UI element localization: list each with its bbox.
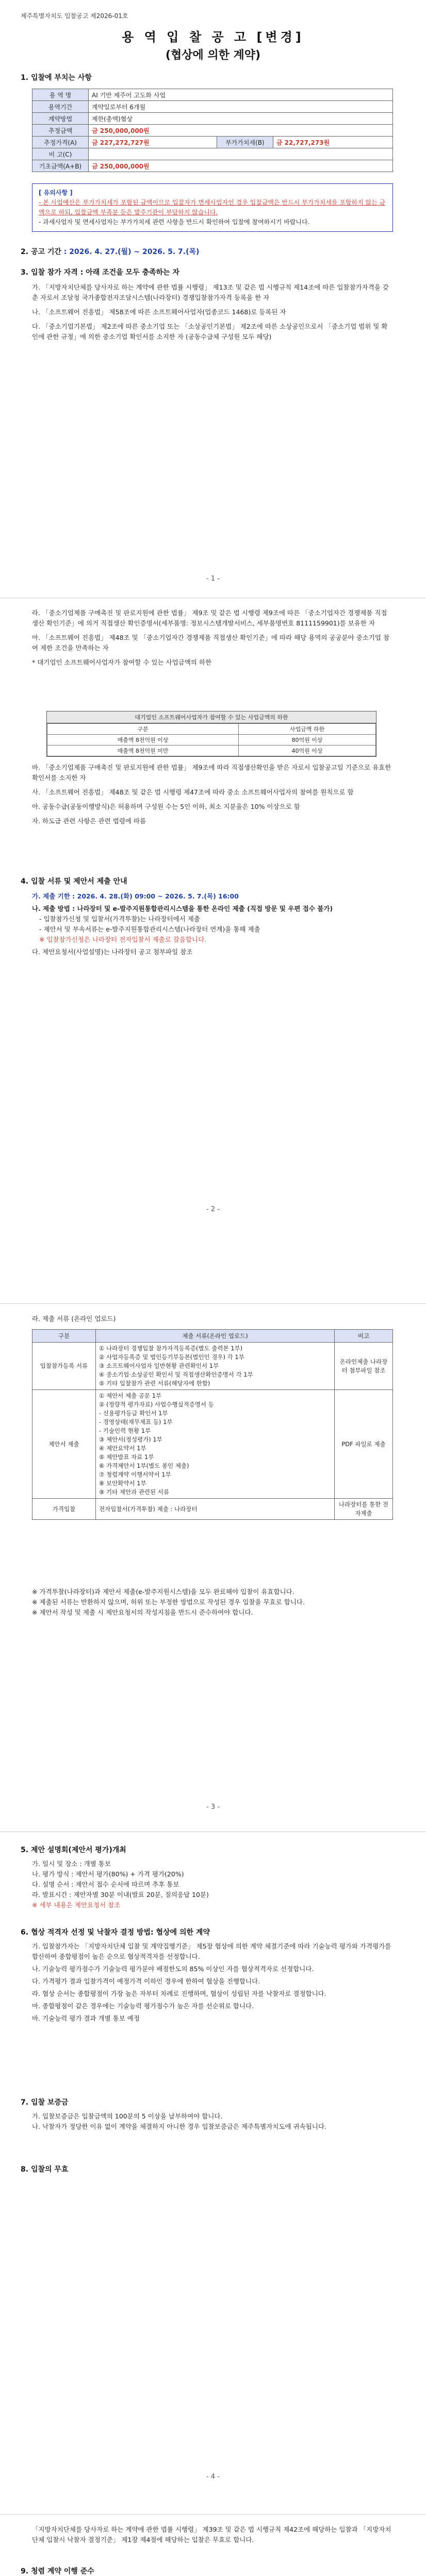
list-item: 마. 「소프트웨어 진흥법」 제48조 및 「중소기업자간 경쟁제품 직접생산 확인기준」에 따라 해당 용역의 공공분야 중소기업 참여 제한 조건을 만족하는 자 [32,634,390,652]
limit-table-box [46,711,376,757]
list-item: ⑥ 가격제안서 1부(별도 봉인 제출) [99,1462,189,1469]
notice-line: - 과세사업자 및 면세사업자는 부가가치세 관련 사항을 반드시 확인하여 입찰에 참여하시기 바랍니다. [39,218,310,226]
page-number: - 3 - [206,1803,220,1811]
section-7-heading [21,2097,68,2107]
section-title: 제안 설명회(제안서 평가)개최 [30,1846,126,1854]
table-header-cell: 추정가격(A) [32,137,89,148]
submission-documents-table [32,1329,393,1520]
section-title: 입찰 서류 및 제안서 제출 안내 [30,877,127,886]
section-3-heading [21,267,179,277]
list-item: 바. 기술능력 평가 결과 개별 통보 예정 [32,2014,140,2022]
docs-title: 라. 제출 서류 (온라인 업로드) [32,1315,116,1323]
section-title: 입찰 참가 자격 : 아래 조건을 모두 충족하는 자 [30,268,179,277]
section-5-heading [21,1844,126,1855]
list-item: ③ 소프트웨어사업자 일반현황 관련확인서 1부 [99,1362,219,1369]
list-item: 가. 입찰참가자는 「지방자치단체 입찰 및 계약집행기준」 제5장 협상에 의한 계약 체결기준에 따라 기술능력 평가와 가격평가를 합산하여 종합평점이 높은 순으로 협상적격자를 선정합니다. [32,1942,391,1960]
list-item: 가. 「지방자치단체를 당사자로 하는 계약에 관한 법률 시행령」 제13조 및 같은 법 시행규칙 제14조에 따른 입찰참가자격을 갖춘 자로서 조달청 국가종합전자조달시스템(나라장터) 경쟁입찰참가자격 등록을 한 자 [32,283,389,301]
table-cell: 매출액 8천억원 미만 [47,745,239,756]
table-cell: PDF 파일로 제출 [335,1390,393,1499]
list-item: 라. 「중소기업제품 구매촉진 및 판로지원에 관한 법률」 제9조 및 같은 법 시행령 제9조에 따른 「중소기업자간 경쟁제품 직접생산 확인기준」에 의거 직접생산 확인증명서(세부품명: 정보시스템개발서비스, 세부품명번호 8111159901)를 보유한 자 [32,609,387,627]
section-2-heading [21,246,199,257]
section-number: 4. [21,877,29,886]
table-row [32,1499,393,1520]
section-number: 8. [21,2165,29,2174]
table-row [32,1390,393,1499]
list-item: 다. 설명 순서 : 제안서 접수 순서에 따르며 추후 통보 [32,1880,179,1888]
list-item: 사. 「소프트웨어 진흥법」 제48조 및 같은 법 시행령 제47조에 따라 중소 소프트웨어사업자의 참여를 원칙으로 함 [32,788,354,796]
table-cell: 온라인제출 나라장터 첨부파일 참조 [335,1343,393,1390]
table-header-cell: 제출 서류(온라인 업로드) [96,1330,335,1343]
table-row [32,137,393,148]
page-title: 용 역 입 찰 공 고 [변경] [122,30,304,44]
section-number: 5. [21,1846,29,1854]
list-item: - 입찰참가신청 및 입찰서(가격투찰)는 나라장터에서 제출 [39,915,200,923]
table-row [47,724,376,735]
table-cell: 가격입찰 [32,1499,96,1520]
notice-line: - 본 사업예산은 부가가치세가 포함된 금액이므로 입찰자가 면세사업자인 경우 입찰금액은 반드시 부가가치세를 포함하지 않는 금액으로 하되, 입찰금액 부족분 등은 발주기관이 부담하지 않습니다. [39,199,386,216]
list-item: 라. 발표시간 : 제안자별 30분 이내(발표 20분, 질의응답 10분) [32,1891,209,1899]
table-header-cell: 기초금액(A+B) [32,160,89,172]
table-cell [96,1343,335,1390]
list-item: ⑦ 청렴계약 이행서약서 1부 [99,1471,171,1478]
table-row [32,113,393,125]
table-cell: 금 250,000,000원 [89,160,393,172]
table-header-cell: 용 역 명 [32,89,89,101]
table-row [47,745,376,756]
section-title: 입찰에 부치는 사항 [30,74,92,82]
table-cell: 40억원 이상 [239,745,376,756]
table-cell: AI 기반 제주어 고도화 사업 [89,89,393,101]
list-item: ② 사업자등록증 및 법인등기부등본(법인인 경우) 각 1부 [99,1353,244,1361]
section-title: 입찰 보증금 [30,2098,69,2107]
section-8-body [32,2524,393,2545]
list-item: ① 나라장터 경쟁입찰 참가자격등록증(별도 출력본 1부) [99,1345,243,1352]
table-row [32,1343,393,1390]
table-cell: 계약일로부터 6개월 [89,101,393,113]
list-item: 나. 평가 방식 : 제안서 평가(80%) + 가격 평가(20%) [32,1870,184,1878]
section-8-heading [21,2164,68,2174]
section-title: 입찰의 무효 [30,2165,69,2174]
table-header-cell: 용역기간 [32,101,89,113]
section-title: 협상 적격자 선정 및 낙찰자 결정 방법: 협상에 의한 계약 [30,1928,210,1937]
table-cell: 제한(총액)협상 [89,113,393,125]
list-item: ② (정량적 평가자료) 사업수행실적증명서 등 [99,1401,214,1408]
section-3-more [32,762,393,826]
list-item: ⑤ 기타 입찰참가 관련 서류(해당자에 한함) [99,1380,210,1387]
list-item: 가. 입찰보증금은 입찰금액의 100분의 5 이상을 납부하여야 합니다. [32,2112,223,2120]
submission-period: 가. 제출 기한 : 2026. 4. 28.(화) 09:00 ~ 2026. 5. 7.(목) 16:00 [32,892,239,900]
list-item: - 신용평가등급 확인서 1부 [99,1410,168,1417]
section-number: 7. [21,2098,29,2107]
section-6-body [32,1941,393,2024]
list-item: 다. 가격평가 결과 입찰가격이 예정가격 이하인 경우에 한하여 협상을 진행합니다. [32,1977,260,1985]
page-number: - 4 - [206,2473,220,2481]
section-1-heading [21,72,92,82]
table-cell: 80억원 이상 [239,735,376,745]
table-cell: 입찰참가등록 서류 [32,1343,96,1390]
section-9-heading [21,2566,94,2576]
table-cell [89,148,393,160]
section-5-body [32,1859,393,1910]
submission-method: 나. 제출 방법 : 나라장터 및 e-발주지원통합관리시스템을 통한 온라인 제출 (직접 방문 및 우편 접수 불가) [32,905,333,912]
list-item: ※ 입찰참가신청은 나라장터 전자입찰서 제출로 갈음합니다. [39,936,207,943]
list-item: - 제안서 및 부속서류는 e-발주지원통합관리시스템(나라장터 연계)을 통해 제출 [39,925,260,933]
table-row [32,148,393,160]
table-header-cell: 비고 [335,1330,393,1343]
table-row [32,125,393,137]
list-item: 다. 「중소기업기본법」 제2조에 따른 중소기업 또는 「소상공인기본법」 제2조에 따른 소상공인으로서 「중소기업 범위 및 확인에 관한 규정」에 의한 중소기업 확인서를 소지한 자 (공동수급체 구성원 모두 해당) [32,323,388,341]
section-title: 청렴 계약 이행 준수 [30,2567,94,2575]
section-title: 공고 기간 [30,248,61,256]
list-item: - 기술인력 현황 1부 [99,1427,151,1434]
table-header-cell: 구분 [47,724,239,735]
section-7-body [32,2111,393,2132]
table-header-cell: 비 고(C) [32,148,89,160]
notice-box [32,183,393,232]
section-number: 2. [21,248,29,256]
table-cell: 금 22,727,273원 [273,137,392,148]
page-subtitle: (협상에 의한 계약) [165,49,261,62]
info-table [32,89,393,172]
page-divider [0,2514,426,2515]
list-item: 「지방자치단체를 당사자로 하는 계약에 관한 법률 시행령」 제39조 및 같은 법 시행규칙 제42조에 해당하는 입찰과 「지방자치단체 입찰시 낙찰자 결정기준」 제1장 제4절에 해당하는 입찰은 무효로 합니다. [32,2526,391,2544]
list-item: 라. 협상 순서는 종합평점이 가장 높은 자부터 차례로 진행하며, 협상이 성립된 자를 낙찰자로 결정합니다. [32,1990,326,1997]
table-cell [96,1499,335,1520]
section-number: 3. [21,268,29,277]
table-header-row [32,1330,393,1343]
list-item: ※ 세부 내용은 제안요청서 참조 [32,1901,121,1909]
page-number: - 2 - [206,1206,220,1213]
table-header-cell: 추정금액 [32,125,89,137]
table-row [32,160,393,172]
table-cell: 매출액 8천억원 이상 [47,735,239,745]
list-item: ※ 제안서 작성 및 제출 시 제안요청서의 작성지침을 반드시 준수하여야 합니다. [32,1608,253,1616]
table-header-cell: 부가가치세(B) [217,137,273,148]
notice-heading: [ 유의사항 ] [39,189,73,196]
section-3-body [32,282,393,346]
table-row [32,101,393,113]
list-item: * 대기업인 소프트웨어사업자가 참여할 수 있는 사업금액의 하한 [32,658,212,666]
list-item: ⑨ 기타 제안과 관련된 서류 [99,1488,170,1496]
document-number: 제주특별자치도 입찰공고 제2026-01호 [21,12,128,20]
list-item: 나. 기술능력 평가점수가 기술능력 평가분야 배점한도의 85% 이상인 자를 협상적격자로 선정합니다. [32,1965,314,1973]
table-row [47,735,376,745]
table-cell [96,1390,335,1499]
list-item: 전자입찰서(가격투찰) 제출 : 나라장터 [99,1505,198,1513]
limit-table-caption: 대기업인 소프트웨어사업자가 참여할 수 있는 사업금액의 하한 [47,711,376,723]
table-cell: 금 250,000,000원 [89,125,393,137]
list-item: ④ 중소기업·소상공인 확인서 및 직접생산확인증명서 각 1부 [99,1371,253,1378]
list-item: ④ 제안요약서 1부 [99,1445,146,1452]
list-item: - 경영상태(재무제표 등) 1부 [99,1418,173,1426]
section-3-continued [32,608,393,668]
list-item: 나. 낙찰자가 정당한 이유 없이 계약을 체결하지 아니한 경우 입찰보증금은 제주특별자치도에 귀속됩니다. [32,2123,326,2130]
list-item: ※ 제출된 서류는 반환하지 않으며, 허위 또는 부정한 방법으로 작성된 경우 입찰을 무효로 합니다. [32,1598,305,1606]
list-item: ③ 제안서(정성평가) 1부 [99,1436,162,1443]
list-item: 마. 종합평점이 같은 경우에는 기술능력 평가점수가 높은 자를 선순위로 합니다. [32,2002,254,2010]
list-item: 아. 공동수급(공동이행방식)은 허용하며 구성원 수는 5인 이하, 최소 지분율은 10% 이상으로 함 [32,803,300,810]
section-number: 6. [21,1928,29,1937]
table-cell: 제안서 제출 [32,1390,96,1499]
docs-notes [32,1587,393,1618]
table-cell: 금 227,272,727원 [89,137,217,148]
list-item: 바. 「중소기업제품 구매촉진 및 판로지원에 관한 법률」 제9조에 따라 직접생산확인을 받은 자로서 입찰공고일 기준으로 유효한 확인서를 소지한 자 [32,764,391,782]
posting-period: : 2026. 4. 27.(월) ~ 2026. 5. 7.(목) [63,248,200,256]
table-header-cell: 구분 [32,1330,96,1343]
list-item: 나. 「소프트웨어 진흥법」 제58조에 따른 소프트웨어사업자(업종코드 1468)로 등록된 자 [32,308,286,316]
page-divider [0,1303,426,1304]
list-item: ⑧ 보안확약서 1부 [99,1480,146,1487]
page-number: - 1 - [206,575,220,583]
limit-table [47,723,376,756]
list-item: 다. 제안요청서(사업설명)는 나라장터 공고 첨부파일 참조 [32,948,193,956]
list-item: ⑤ 제안발표 자료 1부 [99,1453,154,1461]
section-4-heading [21,876,127,886]
table-cell: 나라장터를 통한 전자제출 [335,1499,393,1520]
list-item: 가. 일시 및 장소 : 개별 통보 [32,1860,111,1868]
section-6-heading [21,1927,210,1937]
table-row [32,89,393,101]
list-item: ※ 가격투찰(나라장터)과 제안서 제출(e-발주지원시스템)을 모두 완료해야 입찰이 유효합니다. [32,1588,294,1596]
list-item: 자. 하도급 관련 사항은 관련 법령에 따름 [32,817,146,825]
table-header-cell: 계약방법 [32,113,89,125]
table-header-cell: 사업금액 하한 [239,724,376,735]
section-number: 1. [21,74,29,82]
section-number: 9. [21,2567,29,2575]
section-4-body [32,891,393,957]
list-item: ① 제안서 제출 공문 1부 [99,1392,162,1399]
